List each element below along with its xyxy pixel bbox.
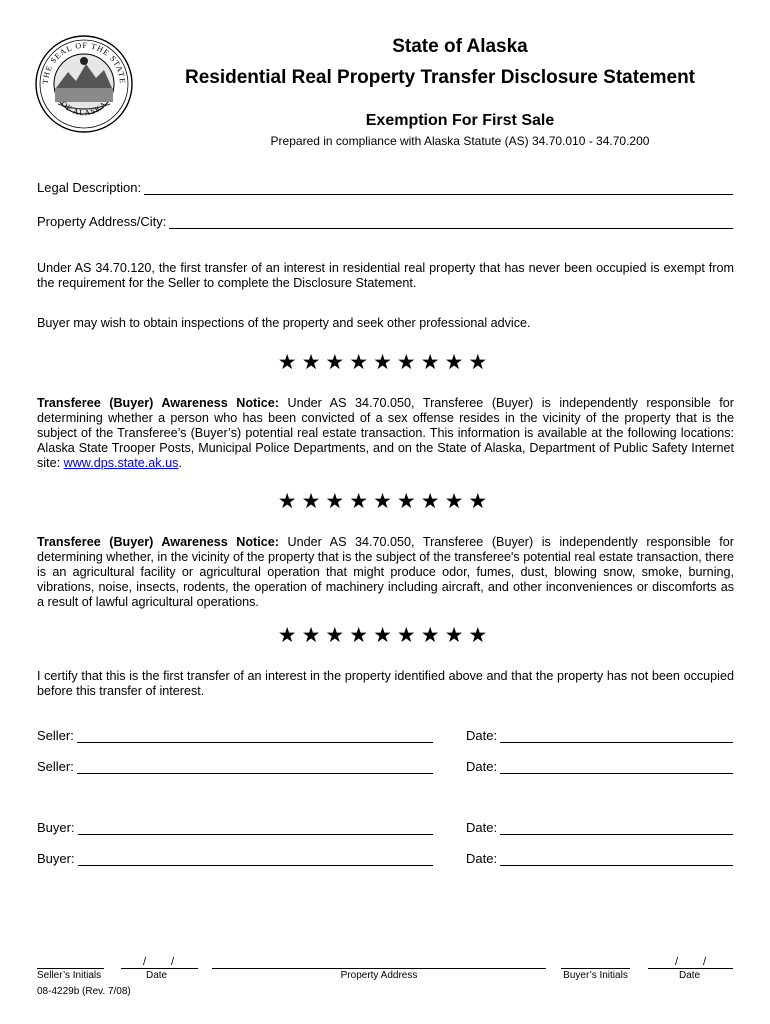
seller-signature-line[interactable]	[77, 729, 433, 743]
legal-description-label: Legal Description:	[37, 180, 142, 195]
state-title: State of Alaska	[392, 36, 528, 57]
buyer-signature-line[interactable]	[78, 821, 433, 835]
seller-date-1[interactable]	[466, 728, 733, 743]
seller-label: Seller:	[37, 728, 74, 743]
star-divider-3: ★★★★★★★★★	[277, 624, 493, 647]
footer-property-address-label: Property Address	[340, 970, 418, 981]
buyer-signature-line[interactable]	[78, 852, 433, 866]
notice1-heading: Transferee (Buyer) Awareness Notice:	[37, 396, 279, 410]
form-number: 08-4229b (Rev. 7/08)	[37, 986, 131, 997]
state-seal-logo	[34, 34, 134, 134]
buyer-date-1[interactable]	[466, 820, 733, 835]
exemption-paragraph: Under AS 34.70.120, the first transfer of an interest in residential real property that has never been occupied is exempt from the requirement for the Seller to complete the Disclosure Statement.	[37, 261, 734, 290]
legal-description-line[interactable]	[144, 181, 733, 195]
notice1-end: .	[178, 456, 182, 470]
seller-signature-1[interactable]	[37, 728, 433, 743]
date-slash: /	[675, 956, 679, 968]
seller-date-line[interactable]	[500, 760, 733, 774]
inspection-paragraph: Buyer may wish to obtain inspections of the property and seek other professional advice.	[37, 316, 531, 330]
property-address-field[interactable]	[37, 214, 733, 229]
date-label: Date:	[466, 851, 498, 866]
buyer-signature-2[interactable]	[37, 851, 433, 866]
buyer-date-line[interactable]	[500, 852, 733, 866]
agricultural-notice	[37, 535, 734, 610]
date-label: Date:	[466, 759, 498, 774]
date-slash: /	[143, 956, 147, 968]
star-divider-1: ★★★★★★★★★	[277, 351, 493, 374]
sellers-initials-line[interactable]	[37, 968, 104, 969]
date-label: Date:	[466, 820, 498, 835]
buyer-date-2[interactable]	[466, 851, 733, 866]
exemption-subtitle: Exemption For First Sale	[365, 112, 555, 129]
seller-signature-line[interactable]	[77, 760, 433, 774]
footer-property-address-line[interactable]	[212, 968, 546, 969]
property-address-label: Property Address/City:	[37, 214, 167, 229]
legal-description-field[interactable]	[37, 180, 733, 195]
star-divider-2: ★★★★★★★★★	[277, 490, 493, 513]
sex-offender-notice	[37, 396, 734, 471]
buyers-initials-line[interactable]	[561, 968, 630, 969]
date-label: Date:	[466, 728, 498, 743]
buyer-initials-date-label: Date	[679, 970, 701, 981]
buyer-label: Buyer:	[37, 851, 75, 866]
notice1-text: Under AS 34.70.050, Transferee (Buyer) is independently responsible for determining whether a person who has been convicted of a sex offense resides in the vicinity of the property that is the subject of the Transferee’s (Buyer’s) potential real estate transaction. This information is available at the following locations: Alaska State Trooper Posts, Municipal Police Departments, and on the State of Alaska, Department of Public Safety Internet site:	[37, 396, 734, 470]
notice2-heading: Transferee (Buyer) Awareness Notice:	[37, 535, 279, 549]
compliance-note: Prepared in compliance with Alaska Statute (AS) 34.70.010 - 34.70.200	[270, 134, 650, 148]
date-slash: /	[171, 956, 175, 968]
document-title: Residential Real Property Transfer Disclosure Statement	[184, 67, 695, 88]
seller-date-line[interactable]	[500, 729, 733, 743]
certification-paragraph: I certify that this is the first transfer of an interest in the property identified above and that the property has not been occupied before this transfer of interest.	[37, 669, 734, 698]
seller-label: Seller:	[37, 759, 74, 774]
buyer-date-line[interactable]	[500, 821, 733, 835]
buyers-initials-label: Buyer’s Initials	[563, 970, 628, 981]
sellers-initials-label: Seller’s Initials	[37, 970, 102, 981]
seal-text-bottom: OF ALASKA	[59, 99, 109, 118]
notice2-text: Under AS 34.70.050, Transferee (Buyer) is independently responsible for determining whether, in the vicinity of the property that is the subject of the transferee's potential real estate transaction, there is an agricultural facility or agricultural operation that might produce odor, fumes, dust, blowing snow, smoke, burning, vibrations, noise, insects, rodents, the operation of machinery including aircraft, and other inconveniences or discomforts as a result of lawful agricultural operations.	[37, 535, 734, 609]
seller-signature-2[interactable]	[37, 759, 433, 774]
seller-date-2[interactable]	[466, 759, 733, 774]
dps-website-link[interactable]: www.dps.state.ak.us	[63, 456, 179, 470]
buyer-label: Buyer:	[37, 820, 75, 835]
seal-text-top: THE SEAL OF THE STATE	[40, 40, 128, 85]
buyer-signature-1[interactable]	[37, 820, 433, 835]
seller-initials-date-label: Date	[146, 970, 168, 981]
date-slash: /	[703, 956, 707, 968]
property-address-line[interactable]	[169, 215, 733, 229]
seller-initials-date-line[interactable]	[121, 968, 198, 969]
buyer-initials-date-line[interactable]	[648, 968, 733, 969]
